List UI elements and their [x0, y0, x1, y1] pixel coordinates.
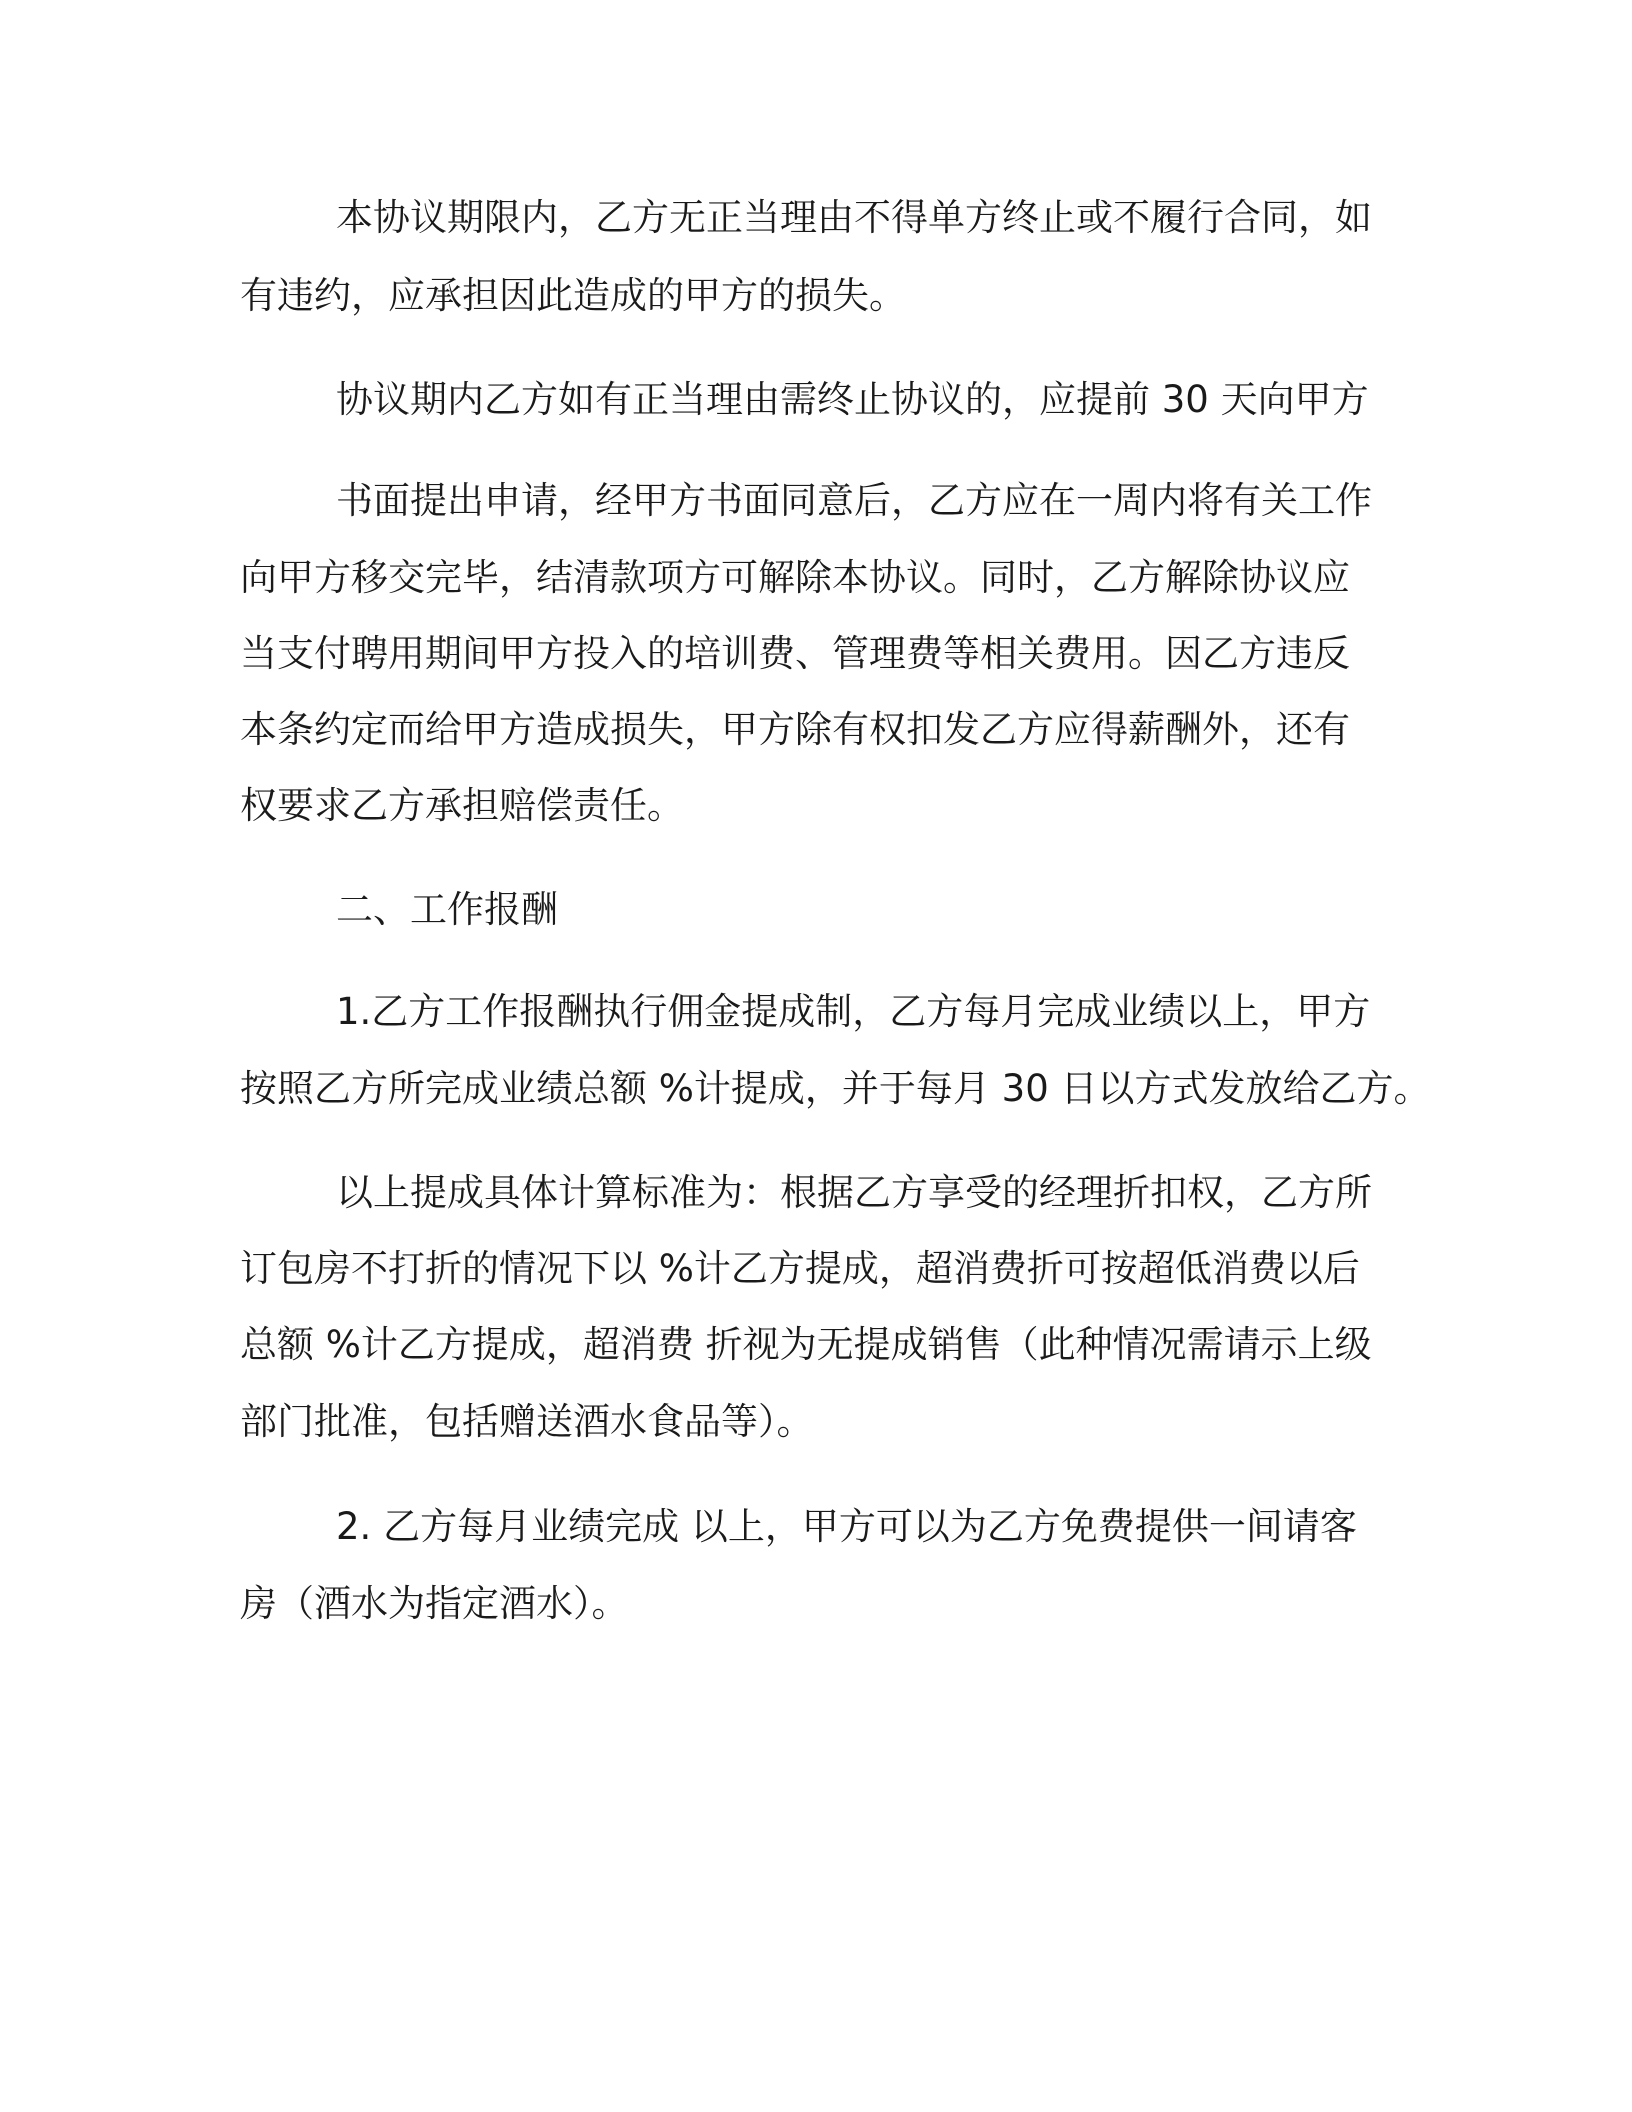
- paragraph-2-line-1: 协议期内乙方如有正当理由需终止协议的，应提前 30 天向甲方: [336, 378, 1369, 421]
- paragraph-3-line-4: 本条约定而给甲方造成损失，甲方除有权扣发乙方应得薪酬外，还有: [240, 708, 1350, 751]
- paragraph-4-line-1: 1.乙方工作报酬执行佣金提成制，乙方每月完成业绩以上，甲方: [336, 990, 1371, 1033]
- paragraph-4-line-2: 按照乙方所完成业绩总额 %计提成，并于每月 30 日以方式发放给乙方。: [240, 1067, 1431, 1110]
- paragraph-3-line-3: 当支付聘用期间甲方投入的培训费、管理费等相关费用。因乙方违反: [240, 632, 1350, 675]
- paragraph-1-line-1: 本协议期限内，乙方无正当理由不得单方终止或不履行合同，如: [336, 196, 1372, 239]
- paragraph-5-line-3: 总额 %计乙方提成，超消费 折视为无提成销售（此种情况需请示上级: [240, 1323, 1372, 1366]
- paragraph-3-line-5: 权要求乙方承担赔偿责任。: [240, 784, 684, 827]
- paragraph-3-line-2: 向甲方移交完毕，结清款项方可解除本协议。同时，乙方解除协议应: [240, 556, 1350, 599]
- paragraph-6-line-2: 房（酒水为指定酒水）。: [240, 1582, 629, 1625]
- paragraph-5-line-1: 以上提成具体计算标准为：根据乙方享受的经理折扣权，乙方所: [336, 1171, 1372, 1214]
- paragraph-5-line-4: 部门批准，包括赠送酒水食品等）。: [240, 1400, 814, 1443]
- section-heading: 二、工作报酬: [336, 888, 558, 931]
- paragraph-6-line-1: 2. 乙方每月业绩完成 以上，甲方可以为乙方免费提供一间请客: [336, 1505, 1357, 1548]
- paragraph-5-line-2: 订包房不打折的情况下以 %计乙方提成，超消费折可按超低消费以后: [240, 1247, 1360, 1290]
- paragraph-1-line-2: 有违约，应承担因此造成的甲方的损失。: [240, 274, 906, 317]
- paragraph-3-line-1: 书面提出申请，经甲方书面同意后，乙方应在一周内将有关工作: [336, 479, 1372, 522]
